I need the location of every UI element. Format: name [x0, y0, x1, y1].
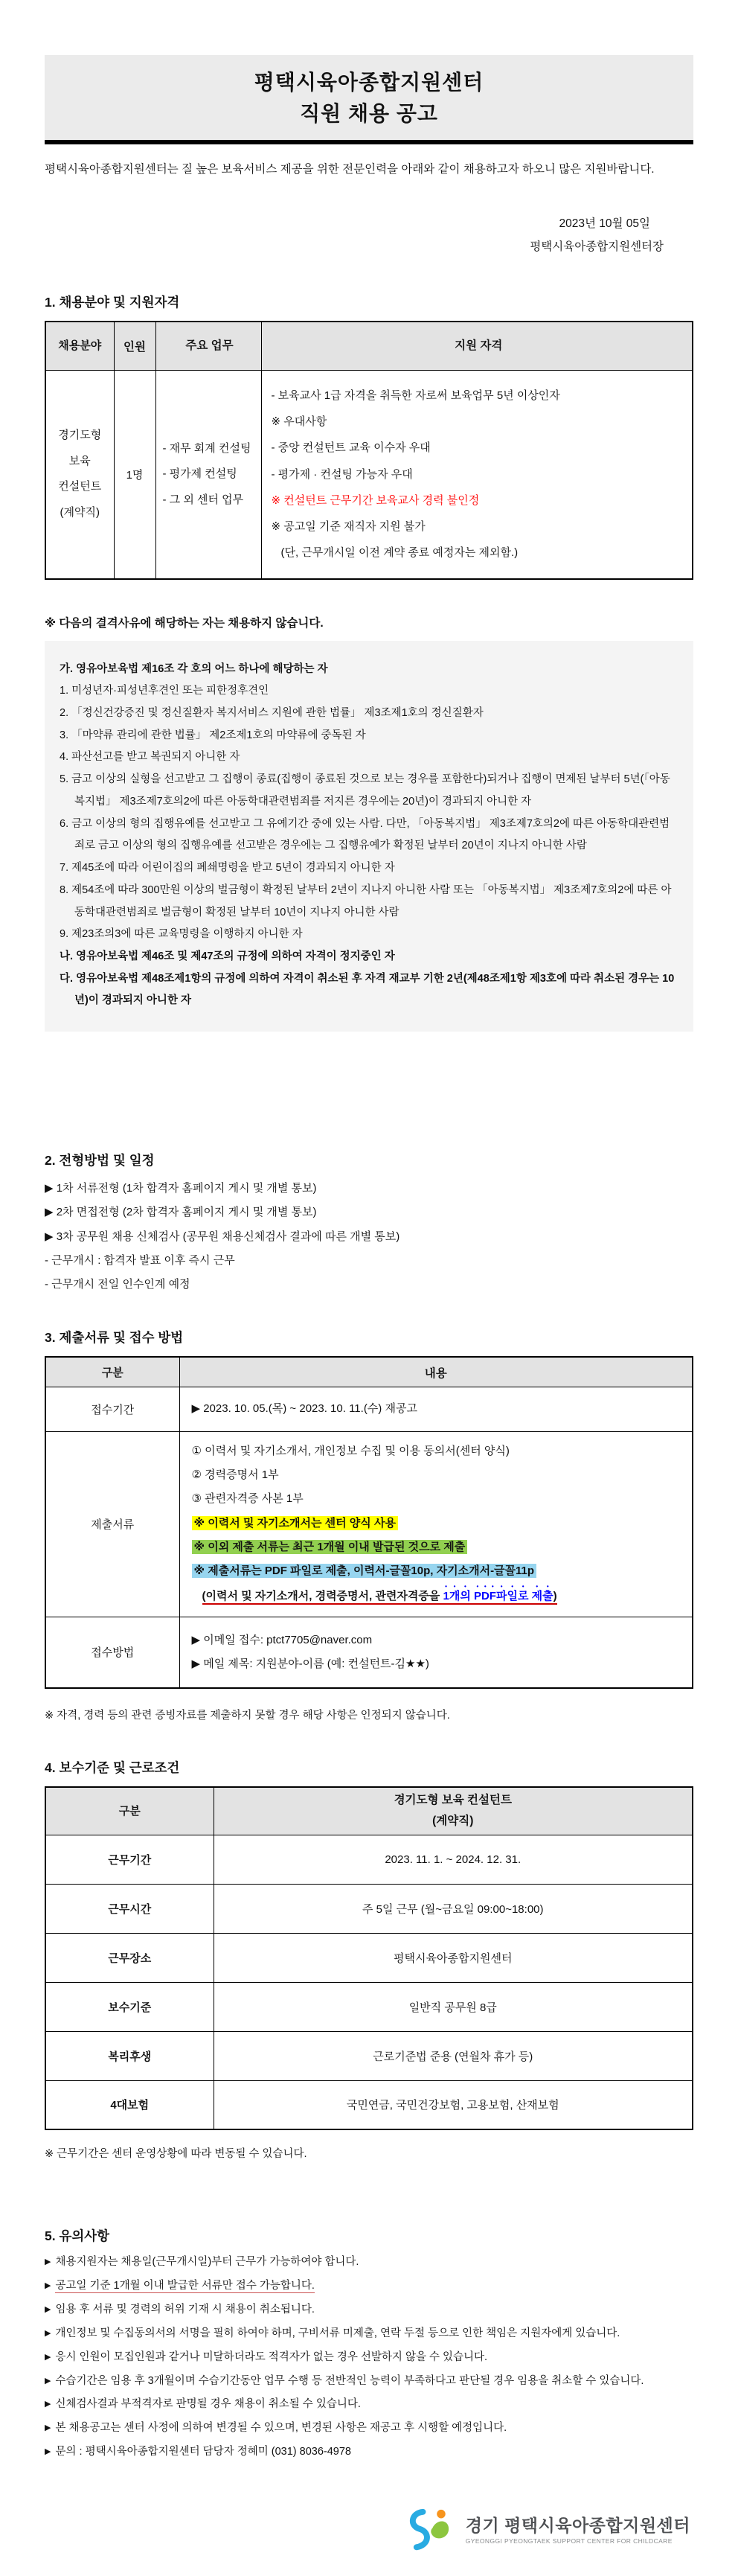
triangle-bullet-icon: ▶: [45, 2304, 51, 2314]
disqualification-item: 1. 미성년자·피성년후견인 또는 피한정후견인: [60, 685, 269, 697]
field-line: (계약직): [60, 505, 100, 519]
title-line-2: 직원 채용 공고: [300, 102, 438, 125]
triangle-bullet-icon: ▶: [45, 2281, 51, 2290]
conditions-header-row: [45, 1787, 693, 1835]
position-line-2: (계약직): [432, 1815, 474, 1828]
notice-text: 응시 인원이 모집인원과 같거나 미달하더라도 적격자가 없는 경우 선발하지 않을 수 있습니다.: [55, 2350, 488, 2363]
conditions-table: [45, 1786, 693, 2130]
submission-header-row: [45, 1357, 693, 1387]
condition-row: [45, 1835, 693, 1884]
submission-method-value: [179, 1617, 693, 1688]
condition-value: 2023. 11. 1. ~ 2024. 12. 31.: [214, 1835, 693, 1884]
condition-label: 근무장소: [45, 1933, 214, 1982]
duty-line: - 그 외 센터 업무: [162, 493, 244, 506]
disqualification-item: 3. 「마약류 관리에 관한 법률」 제2조제1호의 마약류에 중독된 자: [60, 729, 366, 741]
notice-item: [45, 2298, 693, 2322]
recruit-col-duties: 주요 업무: [155, 322, 261, 371]
disqualification-item: 2. 「정신건강증진 및 정신질환자 복지서비스 지원에 관한 법률」 제3조제1호의 정신질환자: [60, 707, 484, 720]
notice-item: [45, 2417, 693, 2441]
triangle-bullet-icon: ▶: [45, 2328, 51, 2338]
disqualification-note: ※ 다음의 결격사유에 해당하는 자는 채용하지 않습니다.: [45, 616, 324, 630]
notice-item: [45, 2346, 693, 2370]
submission-docs-label: 제출서류: [45, 1431, 179, 1617]
triangle-bullet-icon: ▶: [45, 2376, 51, 2385]
disqualification-item: 9. 제23조의3에 따른 교육명령을 이행하지 아니한 자: [60, 928, 303, 941]
docs-highlight-green: [192, 1535, 685, 1559]
section-2-heading: 2. 전형방법 및 일정: [45, 1153, 155, 1169]
triangle-bullet-icon: ▶: [45, 2447, 51, 2457]
title-line-1: 평택시육아종합지원센터: [254, 71, 484, 94]
schedule-item: - 근무개시 전일 인수인계 예정: [45, 1278, 190, 1291]
notice-item: [45, 2441, 693, 2464]
notice-text: 문의 : 평택시육아종합지원센터 담당자 정혜미 (031) 8036-4978: [55, 2446, 351, 2458]
disqualification-item: 4. 파산선고를 받고 복권되지 아니한 자: [60, 751, 240, 764]
issuer: 평택시육아종합지원센터장: [530, 240, 664, 253]
highlighted-text: ※ 제출서류는 PDF 파일로 제출, 이력서-글꼴10p, 자기소개서-글꼴11p: [192, 1564, 537, 1578]
docs-item: ② 경력증명서 1부: [191, 1468, 279, 1482]
notice-text: 임용 후 서류 및 경력의 허위 기재 시 채용이 취소됩니다.: [55, 2303, 315, 2315]
disqualification-item: 나. 영유아보육법 제46조 및 제47조의 규정에 의하여 자격이 정지중인 자: [60, 950, 395, 962]
submission-period-value: ▶ 2023. 10. 05.(목) ~ 2023. 10. 11.(수) 재공고: [179, 1387, 693, 1431]
logo-subtitle: GYEONGGI PYEONGTAEK SUPPORT CENTER FOR CHILDCARE: [465, 2537, 673, 2545]
pdf-note-underlined: [202, 1590, 557, 1605]
recruit-col-qualifications: 지원 자격: [261, 322, 693, 371]
section-5-heading: 5. 유의사항: [45, 2228, 110, 2244]
recruit-table-row: [45, 371, 693, 579]
condition-label: 근무기간: [45, 1835, 214, 1884]
notice-item: [45, 2251, 693, 2275]
triangle-bullet-icon: ▶: [45, 2423, 51, 2433]
recruit-headcount-cell: 1명: [114, 371, 155, 579]
qualification-line: - 중앙 컨설턴트 교육 이수자 우대: [271, 441, 431, 455]
notices-list: [45, 2251, 693, 2464]
method-item: ▶ 메일 제목: 지원분야-이름 (예: 컨설턴트-김★★): [191, 1657, 429, 1670]
docs-highlight-blue: [192, 1559, 685, 1583]
method-item: ▶ 이메일 접수: ptct7705@naver.com: [191, 1633, 373, 1646]
conditions-footnote: ※ 근무기간은 센터 운영상황에 따라 변동될 수 있습니다.: [45, 2148, 307, 2161]
submission-period-label: 접수기간: [45, 1387, 179, 1431]
docs-item: ① 이력서 및 자기소개서, 개인정보 수집 및 이용 동의서(센터 양식): [191, 1444, 510, 1457]
pdf-note-emphasis: 1개의 PDF파일로 제출: [443, 1590, 554, 1603]
section-4-heading: 4. 보수기준 및 근로조건: [45, 1760, 180, 1776]
notice-text: 신체검사결과 부적격자로 판명될 경우 채용이 취소될 수 있습니다.: [55, 2398, 361, 2411]
notice-text: 본 채용공고는 센터 사정에 의하여 변경될 수 있으며, 변경된 사항은 재공고 후 시행할 예정입니다.: [55, 2422, 507, 2435]
recruit-col-field: 채용분야: [45, 322, 114, 371]
disqualification-item: 8. 제54조에 따라 300만원 이상의 벌금형이 확정된 날부터 2년이 지나지 아니한 사람 또는 「아동복지법」 제3조제7호의2에 따른 아동학대관련범죄로 벌금형이 확정된 날부터 10년이 지나지 아니한 사람: [60, 883, 672, 918]
submission-table: [45, 1356, 693, 1689]
submission-method-row: [45, 1617, 693, 1688]
notice-text-underlined: 공고일 기준 1개월 이내 발급한 서류만 접수 가능합니다.: [55, 2279, 315, 2292]
qualification-line: (단, 근무개시일 이전 계약 종료 예정자는 제외함.): [280, 546, 519, 560]
notice-text: 개인정보 및 수집동의서의 서명을 필히 하여야 하며, 구비서류 미제출, 연락 두절 등으로 인한 책임은 지원자에게 있습니다.: [55, 2327, 620, 2339]
recruit-table-header-row: [45, 322, 693, 371]
recruit-col-headcount: 인원: [114, 322, 155, 371]
section-1-heading: 1. 채용분야 및 지원자격: [45, 294, 180, 310]
recruit-duties-cell: [155, 371, 261, 579]
schedule-item: ▶ 3차 공무원 채용 신체검사 (공무원 채용신체검사 결과에 따른 개별 통보): [45, 1230, 400, 1243]
duty-line: - 평가제 컨설팅: [162, 467, 237, 481]
condition-row: [45, 1884, 693, 1933]
condition-label: 복리후생: [45, 2031, 214, 2080]
center-logo-icon: [405, 2508, 458, 2554]
condition-row: [45, 1982, 693, 2031]
notice-item: [45, 2275, 693, 2298]
field-line: 보육: [68, 454, 91, 467]
field-line: 경기도형: [58, 429, 102, 442]
submission-period-row: [45, 1387, 693, 1431]
triangle-bullet-icon: ▶: [45, 2352, 51, 2362]
condition-value: 국민연금, 국민건강보험, 고용보험, 산재보험: [214, 2080, 693, 2129]
submission-footnote: ※ 자격, 경력 등의 관련 증빙자료를 제출하지 못할 경우 해당 사항은 인정되지 않습니다.: [45, 1710, 450, 1722]
document-title: [45, 55, 693, 144]
triangle-bullet-icon: ▶: [45, 2257, 51, 2267]
submission-docs-row: [45, 1431, 693, 1617]
recruit-qualifications-cell: [261, 371, 693, 579]
disqualification-box: [45, 641, 693, 1032]
footer-logo: [45, 2508, 693, 2576]
condition-label: 4대보험: [45, 2080, 214, 2129]
notice-item: [45, 2370, 693, 2394]
docs-item: ③ 관련자격증 사본 1부: [191, 1492, 304, 1506]
recruit-field-cell: [45, 371, 114, 579]
qualification-line: - 평가제 · 컨설팅 가능자 우대: [271, 467, 413, 481]
highlighted-text: ※ 이외 제출 서류는 최근 1개월 이내 발급된 것으로 제출: [192, 1540, 468, 1554]
condition-label: 보수기준: [45, 1982, 214, 2031]
docs-highlight-yellow: [192, 1512, 685, 1535]
condition-row: [45, 1933, 693, 1982]
qualification-line: ※ 공고일 기준 재직자 지원 불가: [271, 520, 426, 534]
disqualification-item: 7. 제45조에 따라 어린이집의 폐쇄명령을 받고 5년이 경과되지 아니한 자: [60, 862, 395, 875]
schedule-list: [45, 1177, 693, 1297]
pdf-note-suffix: ): [553, 1590, 557, 1603]
condition-row: [45, 2031, 693, 2080]
condition-value: 평택시육아종합지원센터: [214, 1933, 693, 1982]
issue-date: 2023년 10월 05일: [559, 217, 650, 230]
submission-col-category: 구분: [45, 1357, 179, 1387]
logo-title: 경기 평택시육아종합지원센터: [465, 2515, 690, 2535]
qualification-line-warning: ※ 컨설턴트 근무기간 보육교사 경력 불인정: [271, 493, 480, 507]
notice-item: [45, 2393, 693, 2417]
schedule-item: ▶ 1차 서류전형 (1차 합격자 홈페이지 게시 및 개별 통보): [45, 1182, 317, 1195]
submission-method-label: 접수방법: [45, 1617, 179, 1688]
duty-line: - 재무 회계 컨설팅: [162, 441, 251, 455]
disqualification-item: 5. 금고 이상의 실형을 선고받고 그 집행이 종료(집행이 종료된 것으로 보는 경우를 포함한다)되거나 집행이 면제된 날부터 5년(「아동복지법」 제3조제7호의2에 따른 아동학대관련범죄를 저지른 경우에는 20년)이 경과되지 아니한 자: [60, 773, 670, 808]
triangle-bullet-icon: ▶: [45, 2400, 51, 2409]
conditions-col-category: 구분: [45, 1787, 214, 1835]
qualification-line: ※ 우대사항: [271, 415, 327, 429]
submission-docs-value: [179, 1431, 693, 1617]
conditions-col-position: [214, 1787, 693, 1835]
position-line-1: 경기도형 보육 컨설턴트: [394, 1794, 512, 1807]
notice-text: 채용지원자는 채용일(근무개시일)부터 근무가 가능하여야 합니다.: [55, 2256, 359, 2269]
submission-col-content: 내용: [179, 1357, 693, 1387]
disqualification-item: 가. 영유아보육법 제16조 각 호의 어느 하나에 해당하는 자: [60, 662, 328, 675]
notice-item: [45, 2322, 693, 2346]
disqualification-item: 다. 영유아보육법 제48조제1항의 규정에 의하여 자격이 취소된 후 자격 재교부 기한 2년(제48조제1항 제3호에 따라 취소된 경우는 10년)이 경과되지 아니한 자: [60, 972, 675, 1007]
logo-text-block: [466, 2516, 690, 2545]
date-block: [45, 212, 693, 258]
disqualification-item: 6. 금고 이상의 형의 집행유예를 선고받고 그 유예기간 중에 있는 사람. 다만, 「아동복지법」 제3조제7호의2에 따른 아동학대관련범죄로 금고 이상의 형의 집행유예를 선고받은 경우에는 그 집행유예가 확정된 날부터 20년이 지나지 아니한 사람: [60, 817, 670, 852]
condition-label: 근무시간: [45, 1884, 214, 1933]
pdf-note-prefix: (이력서 및 자기소개서, 경력증명서, 관련자격증을: [202, 1590, 443, 1603]
field-line: 컨설턴트: [58, 480, 102, 493]
condition-value: 일반직 공무원 8급: [214, 1982, 693, 2031]
intro-paragraph: 평택시육아종합지원센터는 질 높은 보육서비스 제공을 위한 전문인력을 아래와 같이 채용하고자 하오니 많은 지원바랍니다.: [45, 163, 655, 176]
highlighted-text: ※ 이력서 및 자기소개서는 센터 양식 사용: [192, 1516, 398, 1530]
schedule-item: - 근무개시 : 합격자 발표 이후 즉시 근무: [45, 1253, 235, 1267]
document-page: [0, 55, 738, 2576]
notice-text: 수습기간은 임용 후 3개월이며 수습기간동안 업무 수행 등 전반적인 능력이 부족하다고 판단될 경우 임용을 취소할 수 있습니다.: [55, 2374, 644, 2387]
condition-value: 주 5일 근무 (월~금요일 09:00~18:00): [214, 1884, 693, 1933]
docs-pdf-note: [192, 1583, 685, 1608]
qualification-line: - 보육교사 1급 자격을 취득한 자로써 보육업무 5년 이상인자: [271, 389, 560, 402]
schedule-item: ▶ 2차 면접전형 (2차 합격자 홈페이지 게시 및 개별 통보): [45, 1206, 317, 1219]
condition-value: 근로기준법 준용 (연월차 휴가 등): [214, 2031, 693, 2080]
section-3-heading: 3. 제출서류 및 접수 방법: [45, 1330, 184, 1346]
recruit-table: [45, 321, 693, 580]
condition-row: [45, 2080, 693, 2129]
